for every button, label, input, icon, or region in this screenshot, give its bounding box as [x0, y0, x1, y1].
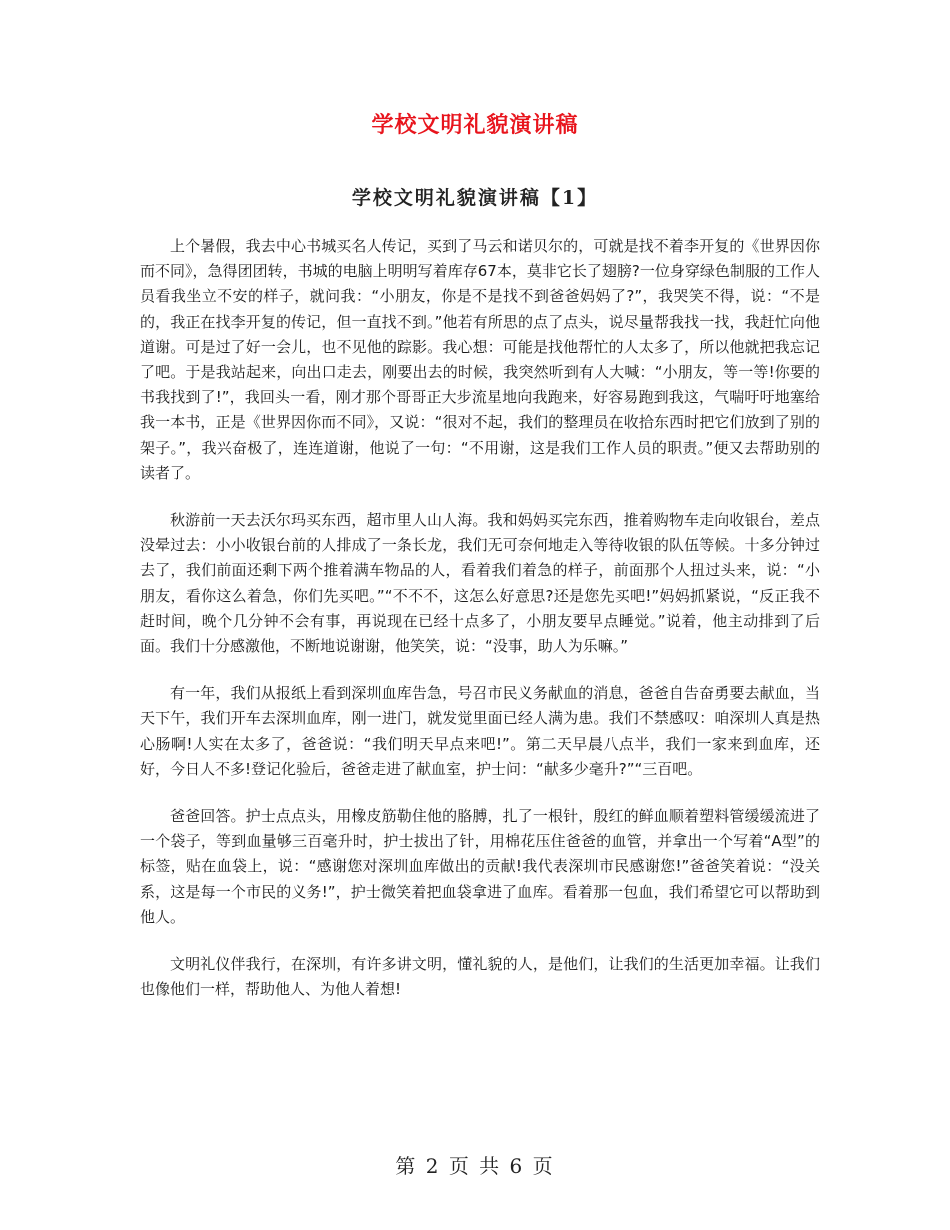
paragraph-blood-bank: 有一年，我们从报纸上看到深圳血库告急，号召市民义务献血的消息，爸爸自告奋勇要去献血，当天下午，我们开车去深圳血库，刚一进门，就发觉里面已经人满为患。我们不禁感叹：咱深圳人真是热心肠啊!人实在太多了，爸爸说：“我们明天早点来吧!”。第二天早晨八点半，我们一家来到血库，还好，今日人不多!登记化验后，爸爸走进了献血室，护士问：“献多少毫升?”“三百吧。 [140, 684, 820, 778]
paragraph-supermarket: 秋游前一天去沃尔玛买东西，超市里人山人海。我和妈妈买完东西，推着购物车走向收银台，差点没晕过去：小小收银台前的人排成了一条长龙，我们无可奈何地走入等待收银的队伍等候。十多分钟过去了，我们前面还剩下两个推着满车物品的人，看着我们着急的样子，前面那个人扭过头来，说：“小朋友，看你这么着急，你们先买吧。”“不不不，这怎么好意思?还是您先买吧!”妈妈抓紧说，“反正我不赶时间，晚个几分钟不会有事，再说现在已经十点多了，小朋友要早点睡觉。”说着，他主动排到了后面。我们十分感激他，不断地说谢谢，他笑笑，说：“没事，助人为乐嘛。” [140, 511, 820, 656]
paragraph-bookstore: 上个暑假，我去中心书城买名人传记，买到了马云和诺贝尔的，可就是找不着李开复的《世界因你而不同》，急得团团转，书城的电脑上明明写着库存67本，莫非它长了翅膀?一位身穿绿色制服的工作人员看我坐立不安的样子，就问我：“小朋友，你是不是找不到爸爸妈妈了?”，我哭笑不得，说：“不是的，我正在找李开复的传记，但一直找不到。”他若有所思的点了点头，说尽量帮我找一找，我赶忙向他道谢。可是过了好一会儿，也不见他的踪影。我心想：可能是找他帮忙的人太多了，所以他就把我忘记了吧。于是我站起来，向出口走去，刚要出去的时候，我突然听到有人大喊：“小朋友，等一等!你要的书我找到了!”，我回头一看，刚才那个哥哥正大步流星地向我跑来，好容易跑到我这，气喘吁吁地塞给我一本书，正是《世界因你而不同》，又说：“很对不起，我们的整理员在收拾东西时把它们放到了别的架子。”，我兴奋极了，连连道谢，他说了一句：“不用谢，这是我们工作人员的职责。”便又去帮助别的读者了。 [140, 237, 820, 482]
document-title: 学校文明礼貌演讲稿 [371, 113, 579, 138]
paragraph-conclusion: 文明礼仪伴我行，在深圳，有许多讲文明，懂礼貌的人，是他们，让我们的生活更加幸福。让我们也像他们一样，帮助他人、为他人着想! [140, 955, 820, 999]
paragraph-blood-donation: 爸爸回答。护士点点头，用橡皮筋勒住他的胳膊，扎了一根针，殷红的鲜血顺着塑料管缓缓流进了一个袋子，等到血量够三百毫升时，护士拔出了针，用棉花压住爸爸的血管，并拿出一个写着“A型”的标签，贴在血袋上，说：“感谢您对深圳血库做出的贡献!我代表深圳市民感谢您!”爸爸笑着说：“没关系，这是每一个市民的义务!”，护士微笑着把血袋拿进了血库。看着那一包血，我们希望它可以帮助到他人。 [140, 807, 820, 926]
page-number-footer: 第 2 页 共 6 页 [395, 1154, 555, 1178]
document-body [140, 234, 820, 1024]
section-heading: 学校文明礼貌演讲稿【1】 [351, 187, 599, 209]
